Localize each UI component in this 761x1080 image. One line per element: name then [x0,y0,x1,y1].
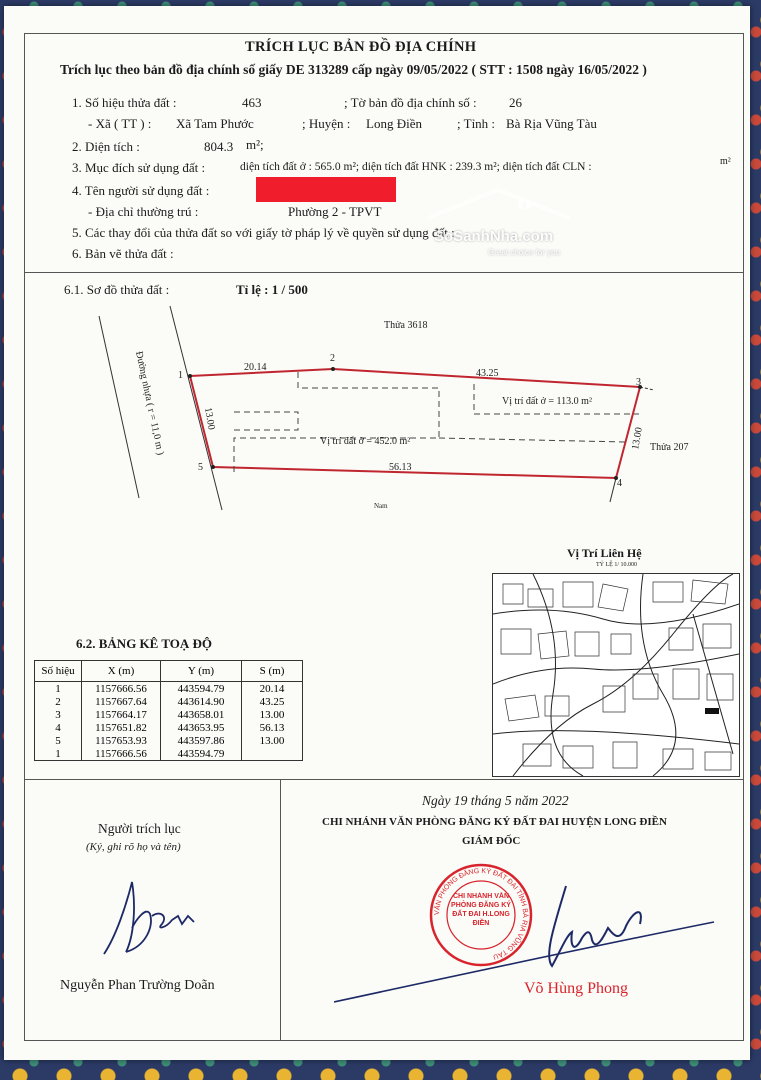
parcel-sketch [44,302,744,562]
cell-id: 3 [35,708,82,721]
parcel-number-label: 1. Số hiệu thửa đất : [72,95,177,110]
house-roof-icon [424,188,574,226]
parcel-number: 463 [242,95,262,110]
map-sheet-label: ; Tờ bản đồ địa chính số : [344,95,477,110]
cell-s: 13.00 [242,708,303,721]
residential-area-2: Vị trí đất ở = 452.0 m² [320,436,411,447]
extractor-signature [96,876,206,966]
issuing-office: CHI NHÁNH VĂN PHÒNG ĐĂNG KÝ ĐẤT ĐAI HUYỆN LONG ĐIỀN [322,816,667,828]
province-label: ; Tỉnh : [457,116,496,131]
internal-dashed-lines [234,372,639,476]
cell-id: 4 [35,721,82,734]
signature-divider [24,779,743,780]
orientation-arrow: Nam [374,502,388,510]
cell-y: 443594.79 [161,747,242,761]
edge-length-5-1: 13.00 [202,406,217,431]
table-row [35,747,303,761]
table-row [35,721,303,734]
coordinate-table [34,660,303,761]
cell-s: 13.00 [242,734,303,747]
issue-date: Ngày 19 tháng 5 năm 2022 [422,793,569,808]
table-row [35,682,303,696]
watermark-tagline: Great choice for you [488,248,561,257]
cell-y: 443658.01 [161,708,242,721]
province-value: Bà Rịa Vũng Tàu [506,116,597,131]
vertex-5 [211,465,215,469]
district-label: ; Huyện : [302,116,351,131]
seal-center-text: CHI NHÁNH VĂN PHÒNG ĐĂNG KÝ ĐẤT ĐAI H.LONG ĐIỀN [451,893,511,927]
map-sheet-number: 26 [509,95,522,110]
cell-y: 443614.90 [161,695,242,708]
owner-name-redaction [256,177,396,202]
cln-unit: m² [720,156,731,167]
col-header-id: Số hiệu [35,661,82,682]
table-row [35,695,303,708]
commune-value: Xã Tam Phước [176,116,254,131]
vertex-2-label: 2 [330,353,335,364]
owner-label: 4. Tên người sử dụng đất : [72,183,210,198]
road-label: Đường nhựa ( r = 11,0 m ) [133,350,166,457]
road-edge-left [99,316,139,498]
edge-length-1-2: 20.14 [244,362,267,373]
cell-x: 1157653.93 [82,734,161,747]
seal-ring-text: VĂN PHÒNG ĐĂNG KÝ ĐẤT ĐAI TỈNH BÀ RỊA VŨNG TÀU [433,867,529,961]
section-divider [24,272,743,273]
parcel-marker [705,708,719,714]
watermark-brand: SoSanhNha.com [434,228,554,245]
extractor-hint: (Ký, ghi rõ họ và tên) [86,841,181,853]
land-use-breakdown: diện tích đất ở : 565.0 m²; diện tích đất HNK : 239.3 m²; diện tích đất CLN : [240,161,592,173]
boundary-ext-4 [610,478,616,502]
neighbor-right: Thửa 207 [650,442,689,453]
col-header-y: Y (m) [161,661,242,682]
document-title: TRÍCH LỤC BẢN ĐỒ ĐỊA CHÍNH [245,39,477,55]
location-title: Vị Trí Liên Hệ [567,546,642,560]
edge-length-4-5: 56.13 [389,462,412,473]
area-unit: m²; [246,137,264,152]
edge-length-2-3: 43.25 [476,368,499,379]
commune-label: - Xã ( TT ) : [88,116,152,131]
sketch-heading: 6.1. Sơ đồ thửa đất : [64,282,170,297]
residential-area-1: Vị trí đất ở = 113.0 m² [502,396,592,407]
vertex-1-label: 1 [178,370,183,381]
edge-length-3-4: 13.00 [630,426,645,451]
sketch-scale: Tỉ lệ : 1 / 500 [236,282,308,297]
cell-x: 1157664.17 [82,708,161,721]
cell-y: 443594.79 [161,682,242,696]
cell-id: 1 [35,682,82,696]
location-map [492,573,740,777]
extractor-name: Nguyễn Phan Trường Doãn [60,978,215,993]
cell-s: 20.14 [242,682,303,696]
cell-x: 1157666.56 [82,747,161,761]
parcel-boundary [190,369,640,478]
cell-y: 443597.86 [161,734,242,747]
drawing-label: 6. Bản vẽ thửa đất : [72,246,174,261]
vertex-3-label: 3 [636,377,641,388]
address-label: - Địa chỉ thường trú : [88,204,199,219]
land-use-purpose-label: 3. Mục đích sử dụng đất : [72,160,206,175]
changes-label: 5. Các thay đổi của thửa đất so với giấy tờ pháp lý về quyền sử dụng đất : [72,225,455,240]
cell-id: 2 [35,695,82,708]
cell-y: 443653.95 [161,721,242,734]
vertex-1 [188,374,192,378]
director-name: Võ Hùng Phong [524,980,629,997]
cell-s: 43.25 [242,695,303,708]
road-edge-right [170,306,222,510]
area-value: 804.3 [204,139,234,154]
table-row [35,734,303,747]
cell-s [242,747,303,761]
location-scale: TỶ LỆ 1/ 10.000 [596,562,637,568]
location-map-graphic [493,574,739,776]
coords-heading: 6.2. BẢNG KÊ TOẠ ĐỘ [76,636,213,651]
extractor-title: Người trích lục [98,821,181,836]
cell-x: 1157666.56 [82,682,161,696]
col-header-s: S (m) [242,661,303,682]
cell-id: 5 [35,734,82,747]
cell-s: 56.13 [242,721,303,734]
vertex-2 [331,367,335,371]
vertex-5-label: 5 [198,462,203,473]
table-row [35,708,303,721]
cadastral-extract-document [4,6,750,1060]
area-label: 2. Diện tích : [72,139,140,154]
cell-x: 1157667.64 [82,695,161,708]
address-value: Phường 2 - TPVT [288,204,382,219]
boundary-ext-3 [640,387,654,390]
vertex-4-label: 4 [617,478,622,489]
district-value: Long Điền [366,116,422,131]
cell-x: 1157651.82 [82,721,161,734]
col-header-x: X (m) [82,661,161,682]
director-role: GIÁM ĐỐC [462,835,521,847]
document-subtitle: Trích lục theo bản đồ địa chính số giấy DE 313289 cấp ngày 09/05/2022 ( STT : 1508 ngày 16/05/2022 ) [60,62,647,77]
cell-id: 1 [35,747,82,761]
neighbor-top: Thửa 3618 [384,320,428,331]
signature-column-divider [280,779,281,1040]
